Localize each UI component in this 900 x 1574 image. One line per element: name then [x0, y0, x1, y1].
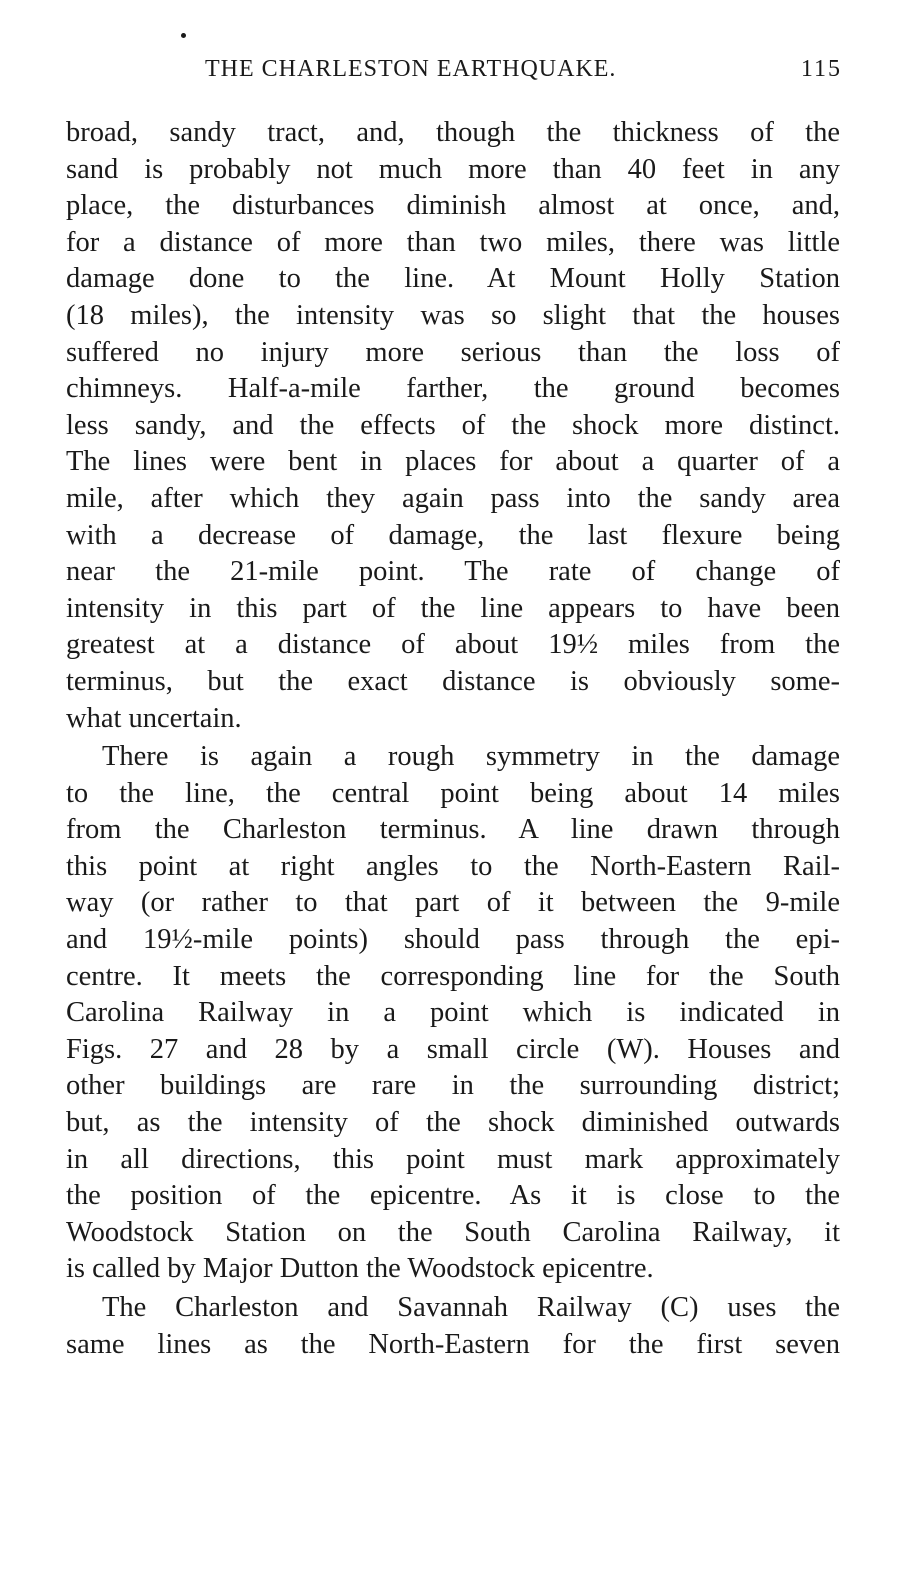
text-line: terminus, but the exact distance is obviously some-	[66, 665, 840, 697]
printer-mark	[181, 33, 186, 38]
running-header	[205, 56, 842, 96]
paragraph-1	[66, 115, 840, 737]
text-line: same lines as the North-Eastern for the first seven	[66, 1328, 840, 1360]
text-line: for a distance of more than two miles, there was little	[66, 226, 840, 258]
page-number: 115	[800, 56, 842, 82]
text-line: place, the disturbances diminish almost at once, and,	[66, 190, 840, 222]
text-line: in all directions, this point must mark approximately	[66, 1143, 840, 1175]
text-line: Carolina Railway in a point which is indicated in	[66, 997, 840, 1029]
text-line: sand is probably not much more than 40 feet in any	[66, 153, 840, 185]
text-line: near the 21-mile point. The rate of change of	[66, 556, 840, 588]
text-line: intensity in this part of the line appears to have been	[66, 592, 840, 624]
text-line: chimneys. Half-a-mile farther, the ground becomes	[66, 373, 840, 405]
text-line: from the Charleston terminus. A line drawn through	[66, 814, 840, 846]
text-line: greatest at a distance of about 19½ miles from the	[66, 629, 840, 661]
text-line: The Charleston and Savannah Railway (C) uses the	[102, 1292, 840, 1323]
running-title: THE CHARLESTON EARTHQUAKE.	[205, 56, 617, 82]
text-line: There is again a rough symmetry in the damage	[102, 741, 840, 773]
text-line: mile, after which they again pass into the sandy area	[66, 482, 840, 514]
text-line: other buildings are rare in the surrounding district;	[66, 1070, 840, 1102]
text-line: to the line, the central point being about 14 miles	[66, 777, 840, 809]
text-line: (18 miles), the intensity was so slight that the houses	[66, 299, 840, 331]
text-line: less sandy, and the effects of the shock more distinct.	[66, 409, 840, 441]
text-line: Woodstock Station on the South Carolina Railway, it	[66, 1216, 840, 1248]
text-line: centre. It meets the corresponding line for the South	[66, 960, 840, 992]
paragraph-2	[66, 739, 840, 1288]
text-line: with a decrease of damage, the last flexure being	[66, 519, 840, 551]
text-line: Figs. 27 and 28 by a small circle (W). Houses and	[66, 1033, 840, 1065]
text-line: suffered no injury more serious than the loss of	[66, 336, 840, 368]
text-line: is called by Major Dutton the Woodstock epicentre.	[66, 1253, 654, 1285]
text-line: and 19½-mile points) should pass through the epi-	[66, 924, 840, 956]
paragraph-3	[66, 1290, 840, 1363]
text-line: way (or rather to that part of it between the 9-mile	[66, 887, 840, 919]
text-line: what uncertain.	[66, 702, 242, 734]
text-line: this point at right angles to the North-Eastern Rail-	[66, 850, 840, 882]
text-line: the position of the epicentre. As it is close to the	[66, 1180, 840, 1212]
text-line: but, as the intensity of the shock diminished outwards	[66, 1107, 840, 1139]
text-line: The lines were bent in places for about a quarter of a	[66, 446, 840, 478]
body-text	[66, 115, 840, 1363]
text-line: broad, sandy tract, and, though the thickness of the	[66, 117, 840, 148]
text-line: damage done to the line. At Mount Holly Station	[66, 263, 840, 295]
